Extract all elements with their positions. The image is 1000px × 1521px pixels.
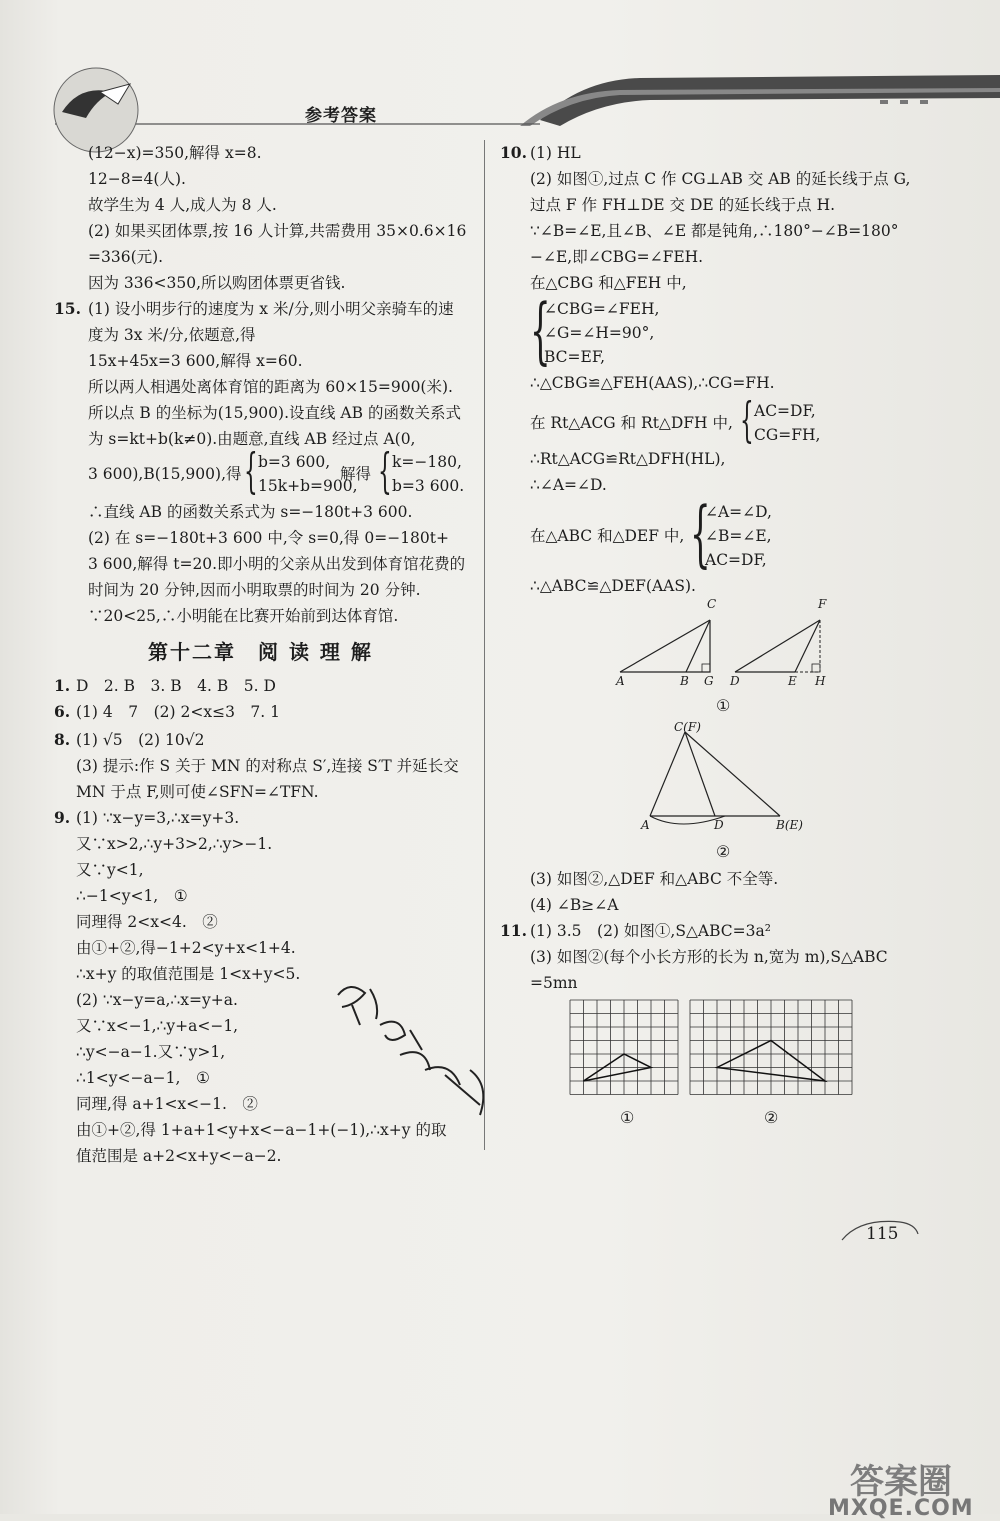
text-line: (2) 在 s=−180t+3 600 中,令 s=0,得 0=−180t+ [88, 529, 449, 547]
answer-number: 1. [54, 676, 71, 695]
figure-label: B [680, 674, 689, 688]
equation-line: AC=DF, [705, 551, 767, 569]
grid-figure-2 [690, 1000, 852, 1098]
figure-label: C(F) [674, 720, 701, 734]
text-line: −∠E,即∠CBG=∠FEH. [530, 248, 704, 266]
question-number: 9. [54, 808, 71, 827]
figure-label: G [704, 674, 714, 688]
text-line: (2) ∵x−y=a,∴x=y+a. [76, 991, 238, 1009]
text-line: 15x+45x=3 600,解得 x=60. [88, 352, 303, 370]
text-line: (1) ∵x−y=3,∴x=y+3. [76, 809, 240, 827]
text-line: 3 600,解得 t=20.即小明的父亲从出发到体育馆花费的 [88, 555, 466, 573]
text-line: 3 600),B(15,900),得 [88, 465, 242, 483]
figure-label: C [707, 597, 717, 611]
text-line: ∴1<y<−a−1, ① [76, 1069, 210, 1087]
watermark-bottom: MXQE.COM [828, 1496, 974, 1521]
text-line: 在△CBG 和△FEH 中, [530, 274, 687, 292]
text-line: (2) 如果买团体票,按 16 人计算,共需费用 35×0.6×16 [88, 222, 467, 240]
figure-label: F [818, 597, 827, 611]
brace: { [740, 392, 754, 448]
column-divider [484, 140, 485, 1150]
question-number: 15. [54, 299, 81, 318]
figure-label: A [616, 674, 625, 688]
text-line: 12−8=4(人). [88, 170, 186, 188]
text-line: (4) ∠B≥∠A [530, 896, 619, 914]
equation-line: k=−180, [392, 453, 462, 471]
header-title: 参考答案 [305, 106, 377, 126]
text-line: (1) 3.5 (2) 如图①,S△ABC=3a² [530, 922, 771, 940]
text-line: ∴Rt△ACG≌Rt△DFH(HL), [530, 450, 726, 468]
text-line: 所以两人相遇处离体育馆的距离为 60×15=900(米). [88, 378, 453, 396]
text-line: =336(元). [88, 248, 164, 266]
text-line: ∵20<25,∴小明能在比赛开始前到达体育馆. [88, 607, 399, 625]
equation-line: b=3 600. [392, 477, 465, 495]
answer-number: 6. [54, 702, 71, 721]
text-line: 又∵x>2,∴y+3>2,∴y>−1. [76, 835, 273, 853]
equation-line: ∠G=∠H=90°, [544, 324, 655, 342]
equation-line: 15k+b=900, [258, 477, 358, 495]
figure-caption: ① [716, 696, 731, 715]
text-line: 又∵x<−1,∴y+a<−1, [76, 1017, 239, 1035]
text-line: 时间为 20 分钟,因而小明取票的时间为 20 分钟. [88, 581, 421, 599]
figure-caption: ② [764, 1108, 779, 1127]
text-line: 因为 336<350,所以购团体票更省钱. [88, 274, 346, 292]
equation-line: ∠CBG=∠FEH, [544, 300, 660, 318]
brace: { [378, 443, 392, 499]
equation-line: AC=DF, [754, 402, 816, 420]
text-line: 度为 3x 米/分,依题意,得 [88, 326, 256, 344]
text-line: ∴y<−a−1.又∵y>1, [76, 1043, 226, 1061]
text-line: 过点 F 作 FH⊥DE 交 DE 的延长线于点 H. [530, 196, 836, 214]
figure-label: D [714, 818, 724, 832]
header-banner [0, 0, 1000, 140]
equation-line: BC=EF, [544, 348, 606, 366]
text-line: (1) HL [530, 144, 581, 162]
page-number: 115 [866, 1224, 899, 1244]
figure-label: E [788, 674, 797, 688]
figure-1-triangles [610, 600, 840, 690]
text-line: 在△ABC 和△DEF 中, [530, 527, 685, 545]
text-line: (2) 如图①,过点 C 作 CG⊥AB 交 AB 的延长线于点 G, [530, 170, 911, 188]
handwriting-marks [330, 975, 510, 1125]
text-line: (3) 如图②(每个小长方形的长为 n,宽为 m),S△ABC [530, 948, 888, 966]
text-line: ∵∠B=∠E,且∠B、∠E 都是钝角,∴180°−∠B=180° [530, 222, 899, 240]
text-line: (1) 设小明步行的速度为 x 米/分,则小明父亲骑车的速 [88, 300, 454, 318]
text-line: 由①+②,得 1+a+1<y+x<−a−1+(−1),∴x+y 的取 [76, 1121, 447, 1139]
chapter-title: 第十二章 阅 读 理 解 [148, 640, 373, 664]
answer-line: (3) 提示:作 S 关于 MN 的对称点 S′,连接 S′T 并延长交 [76, 757, 459, 775]
figure-caption: ① [620, 1108, 635, 1127]
text-line: 所以点 B 的坐标为(15,900).设直线 AB 的函数关系式 [88, 404, 461, 422]
text-line: 值范围是 a+2<x+y<−a−2. [76, 1147, 282, 1165]
text-line: 故学生为 4 人,成人为 8 人. [88, 196, 277, 214]
figure-label: H [815, 674, 826, 688]
answer-line: (1) 4 7 (2) 2<x≤3 7. 1 [76, 703, 281, 721]
answer-line: (1) √5 (2) 10√2 [76, 731, 205, 749]
question-number: 11. [500, 921, 527, 940]
equation-line: CG=FH, [754, 426, 821, 444]
text-line: =5mn [530, 974, 578, 992]
text-line: ∴−1<y<1, ① [76, 887, 188, 905]
text-line: (3) 如图②,△DEF 和△ABC 不全等. [530, 870, 779, 888]
figure-label: D [730, 674, 740, 688]
equation-line: b=3 600, [258, 453, 331, 471]
watermark-top: 答案圈 [850, 1462, 952, 1502]
text-line: ∴∠A=∠D. [530, 476, 607, 494]
text-line: ∴△ABC≌△DEF(AAS). [530, 577, 696, 595]
brace: { [244, 443, 258, 499]
text-line: 又∵y<1, [76, 861, 144, 879]
text-line: ∴直线 AB 的函数关系式为 s=−180t+3 600. [88, 503, 413, 521]
brace: { [690, 491, 711, 575]
figure-caption: ② [716, 842, 731, 861]
text-line: 为 s=kt+b(k≠0).由题意,直线 AB 经过点 A(0, [88, 430, 416, 448]
text-line: 解得 [340, 465, 372, 483]
figure-label: B(E) [776, 818, 803, 832]
text-line: ∴△CBG≌△FEH(AAS),∴CG=FH. [530, 374, 775, 392]
figure-label: A [641, 818, 650, 832]
equation-line: ∠A=∠D, [705, 503, 772, 521]
answer-number: 8. [54, 730, 71, 749]
answer-line: MN 于点 F,则可使∠SFN=∠TFN. [76, 783, 319, 801]
text-line: 由①+②,得−1+2<y+x<1+4. [76, 939, 296, 957]
text-line: ∴x+y 的取值范围是 1<x+y<5. [76, 965, 301, 983]
figure-2-triangles [630, 720, 810, 830]
text-line: (12−x)=350,解得 x=8. [88, 144, 262, 162]
question-number: 10. [500, 143, 527, 162]
text-line: 同理得 2<x<4. ② [76, 913, 218, 931]
grid-figure-1 [570, 1000, 678, 1098]
text-line: 在 Rt△ACG 和 Rt△DFH 中, [530, 414, 733, 432]
answer-line: D 2. B 3. B 4. B 5. D [76, 677, 276, 695]
text-line: 同理,得 a+1<x<−1. ② [76, 1095, 258, 1113]
brace: { [530, 288, 551, 372]
equation-line: ∠B=∠E, [705, 527, 772, 545]
